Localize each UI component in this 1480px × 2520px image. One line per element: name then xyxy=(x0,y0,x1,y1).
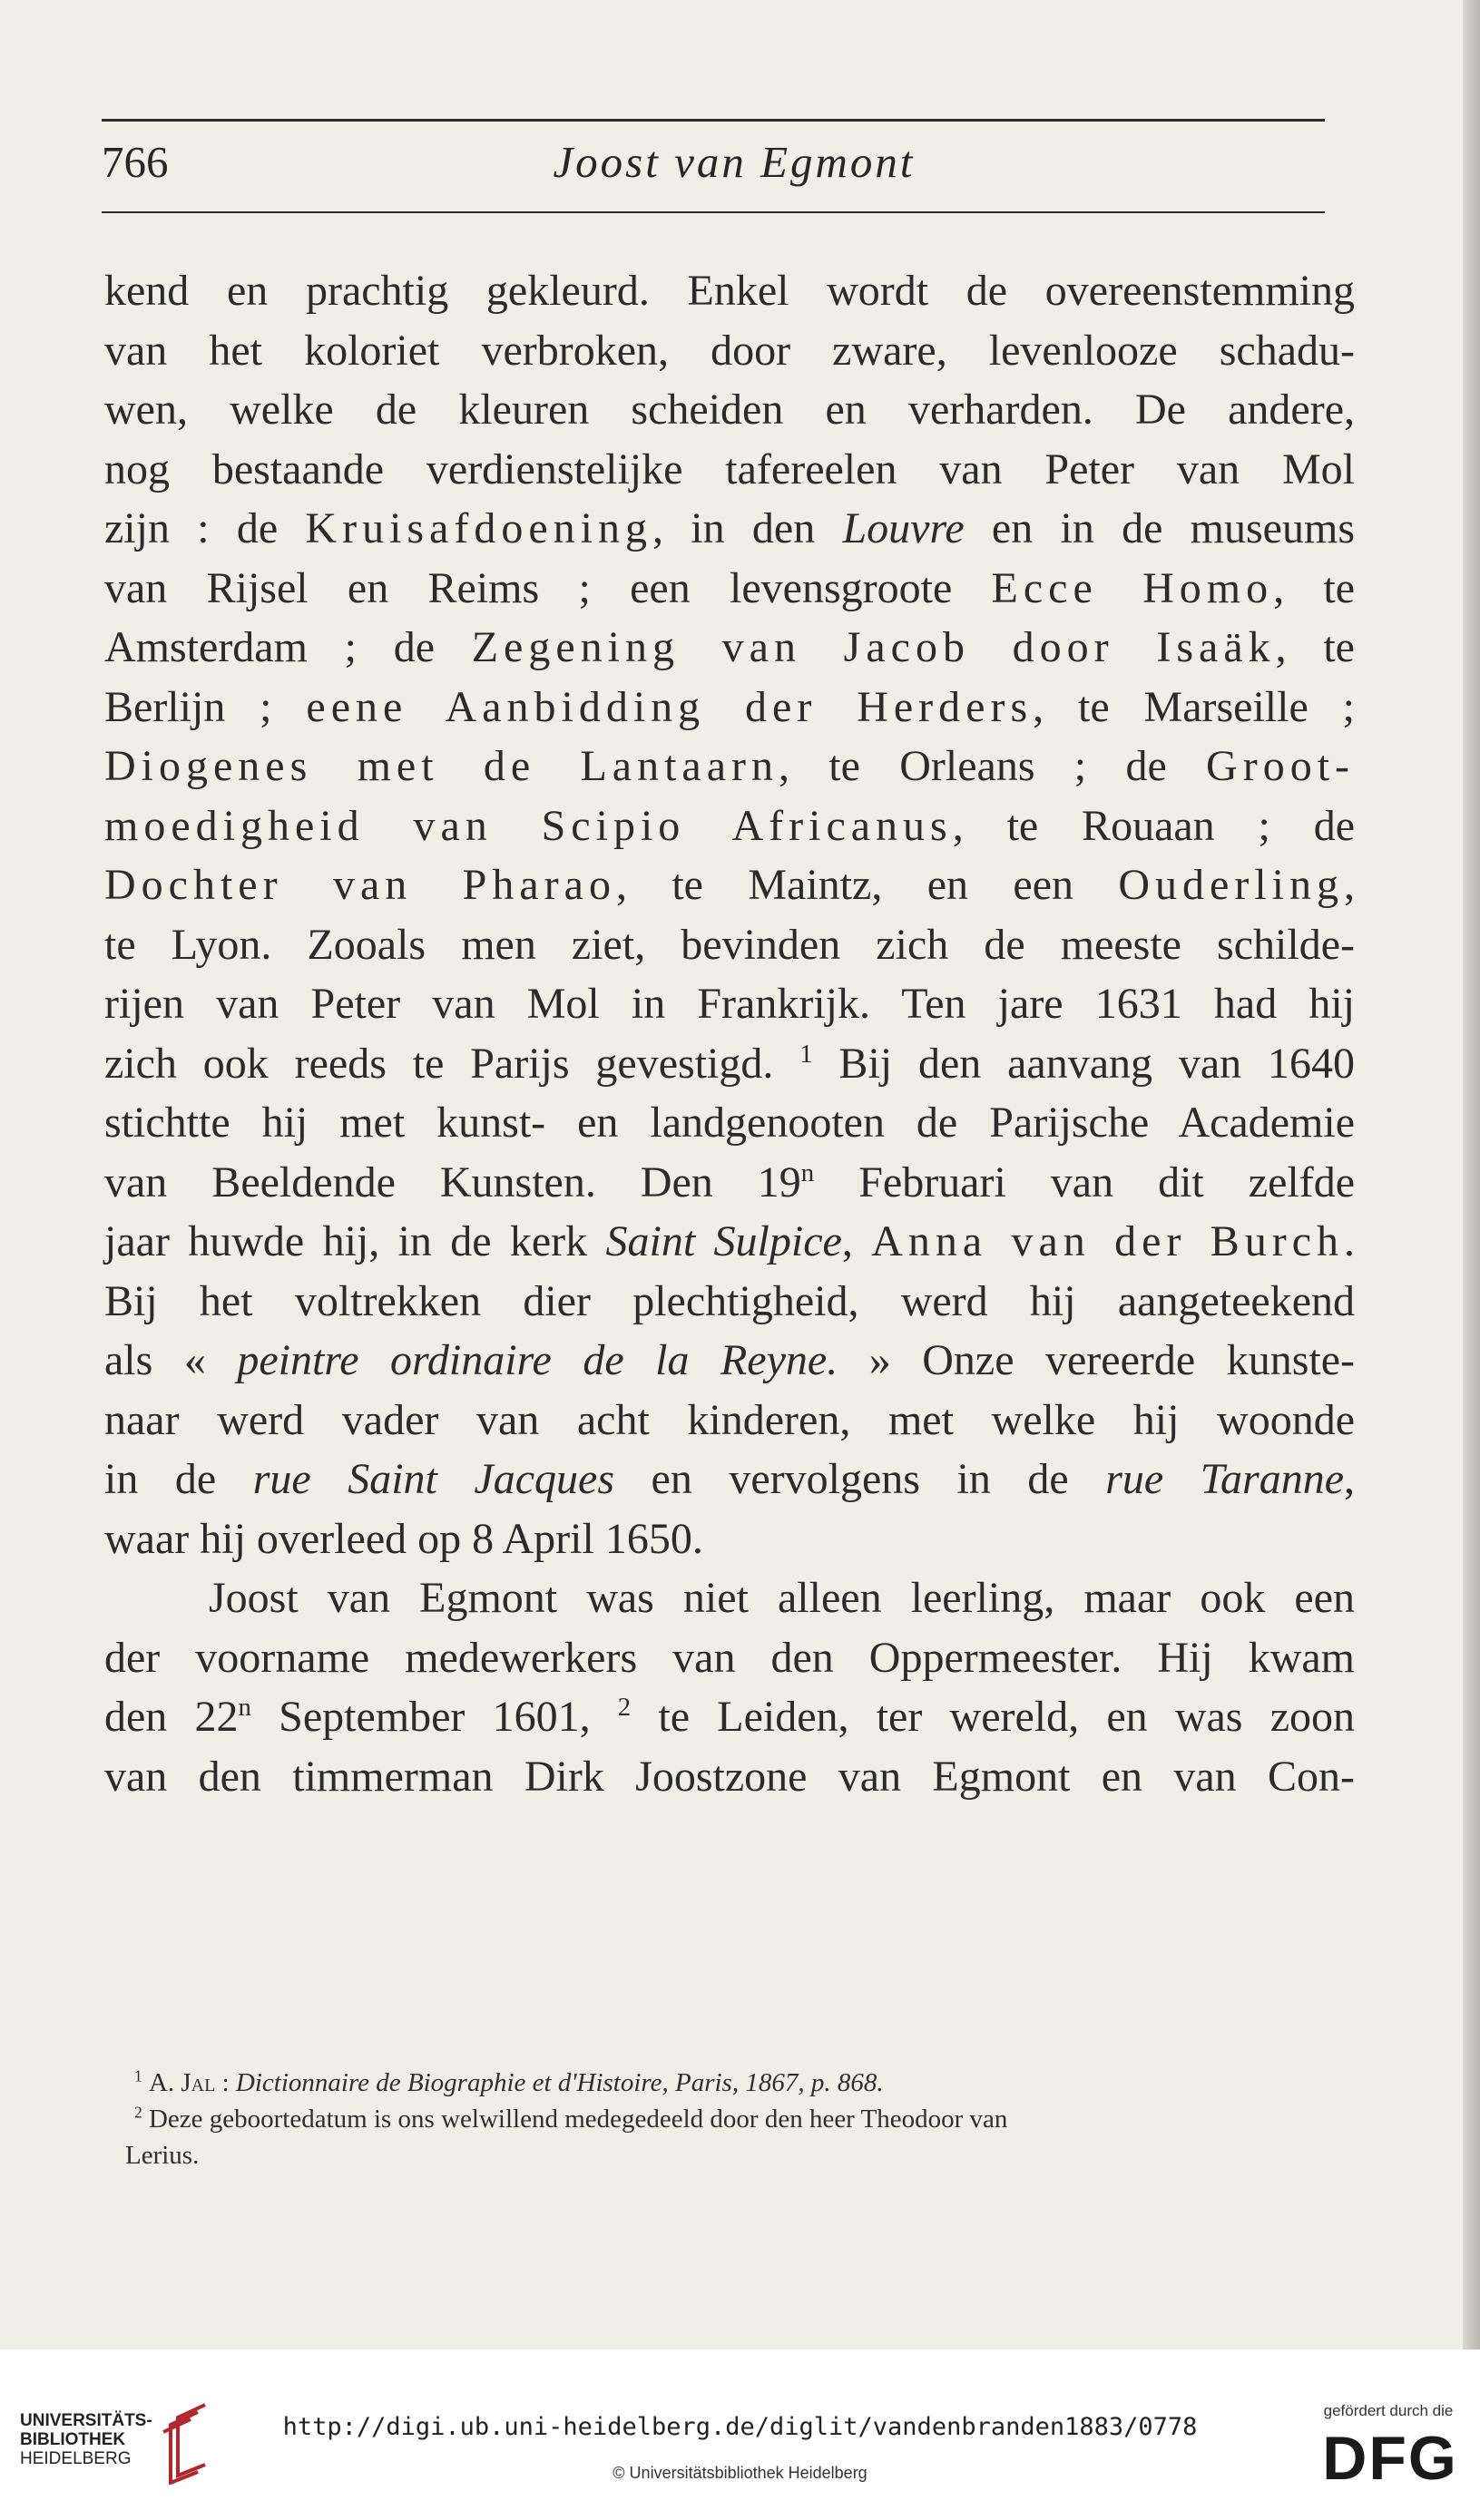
text-line: stichtte hij met kunst- en landgenooten de Parijsche Academie xyxy=(104,1099,1355,1147)
text-line: den 22$^n$ September 1601, $^2$ te Leiden, ter wereld, en was zoon xyxy=(104,1693,1355,1741)
header-rule-top xyxy=(102,119,1325,122)
text-line: Dochter van Pharao, te Maintz, en een Ouderling, xyxy=(104,861,1356,909)
text-line: jaar huwde hij, in de kerk Saint Sulpice, Anna van der Burch. xyxy=(104,1217,1356,1265)
text-line: Joost van Egmont was niet alleen leerling, maar ook een xyxy=(209,1574,1355,1622)
footnote-ref: 2 xyxy=(617,1693,632,1722)
text-line: van het koloriet verbroken, door zware, levenlooze schadu- xyxy=(104,326,1355,375)
text-line: der voorname medewerkers van den Oppermeester. Hij kwam xyxy=(104,1633,1355,1682)
body-text xyxy=(104,261,1355,1806)
text-line: waar hij overleed op 8 April 1650. xyxy=(104,1514,703,1563)
source-url-link[interactable]: http://digi.ub.uni-heidelberg.de/diglit/vandenbranden1883/0778 xyxy=(282,2413,1198,2441)
footnote-ref: 1 xyxy=(799,1039,813,1069)
footnote-2-continued: Lerius. xyxy=(125,2141,200,2170)
text-line: van den timmerman Dirk Joostzone van Egmont en van Con- xyxy=(104,1752,1355,1801)
footnotes xyxy=(125,2065,1359,2173)
text-line: van Rijsel en Reims ; een levensgroote Ecce Homo, te xyxy=(104,563,1356,612)
text-line: zijn : de Kruisafdoening, in den Louvre en in de museums xyxy=(104,504,1355,552)
dfg-logo: DFG xyxy=(1322,2424,1458,2493)
funding-note: gefördert durch die xyxy=(1323,2402,1454,2419)
text-line: kend en prachtig gekleurd. Enkel wordt de overeenstemming xyxy=(104,267,1355,315)
text-line: in de rue Saint Jacques en vervolgens in de rue Taranne, xyxy=(104,1455,1356,1503)
text-line: Amsterdam ; de Zegening van Jacob door Isaäk, te xyxy=(104,623,1355,671)
text-line: moedigheid van Scipio Africanus, te Rouaan ; de xyxy=(104,801,1356,850)
copyright-notice: © Universitätsbibliothek Heidelberg xyxy=(613,2464,867,2482)
footnote-2: $^2$ Deze geboortedatum is ons welwillend medegedeeld door den heer Theodoor van xyxy=(134,2103,1008,2134)
running-head: Joost van Egmont xyxy=(553,137,916,187)
library-logo: UNIVERSITÄTS- BIBLIOTHEK HEIDELBERG xyxy=(20,2411,152,2468)
page-number: 766 xyxy=(102,137,169,187)
text-line: naar werd vader van acht kinderen, met welke hij woonde xyxy=(104,1395,1355,1444)
text-line: Diogenes met de Lantaarn, te Orleans ; de Groot- xyxy=(104,742,1356,790)
text-line: te Lyon. Zooals men ziet, bevinden zich de meeste schilde- xyxy=(104,920,1355,969)
text-line: als « peintre ordinaire de la Reyne. » Onze vereerde kunste- xyxy=(104,1336,1355,1384)
footnote-1: $^1$ A. Jal : Dictionnaire de Biographie et d'Histoire, Paris, 1867, p. 868. xyxy=(134,2066,884,2097)
text-line: wen, welke de kleuren scheiden en verharden. De andere, xyxy=(104,386,1355,434)
text-line: Berlijn ; eene Aanbidding der Herders, te Marseille ; xyxy=(104,682,1355,731)
text-line: Bij het voltrekken dier plechtigheid, werd hij aangeteekend xyxy=(104,1276,1355,1325)
text-line: rijen van Peter van Mol in Frankrijk. Ten jare 1631 had hij xyxy=(104,980,1355,1028)
page-edge xyxy=(1463,0,1480,2349)
header-rule-bottom xyxy=(102,211,1325,213)
text-line: van Beeldende Kunsten. Den 19$^n$ Februari van dit zelfde xyxy=(104,1157,1355,1206)
text-line: nog bestaande verdienstelijke tafereelen van Peter van Mol xyxy=(104,444,1355,493)
text-line: zich ook reeds te Parijs gevestigd. $^1$ Bij den aanvang van 1640 xyxy=(104,1039,1355,1088)
